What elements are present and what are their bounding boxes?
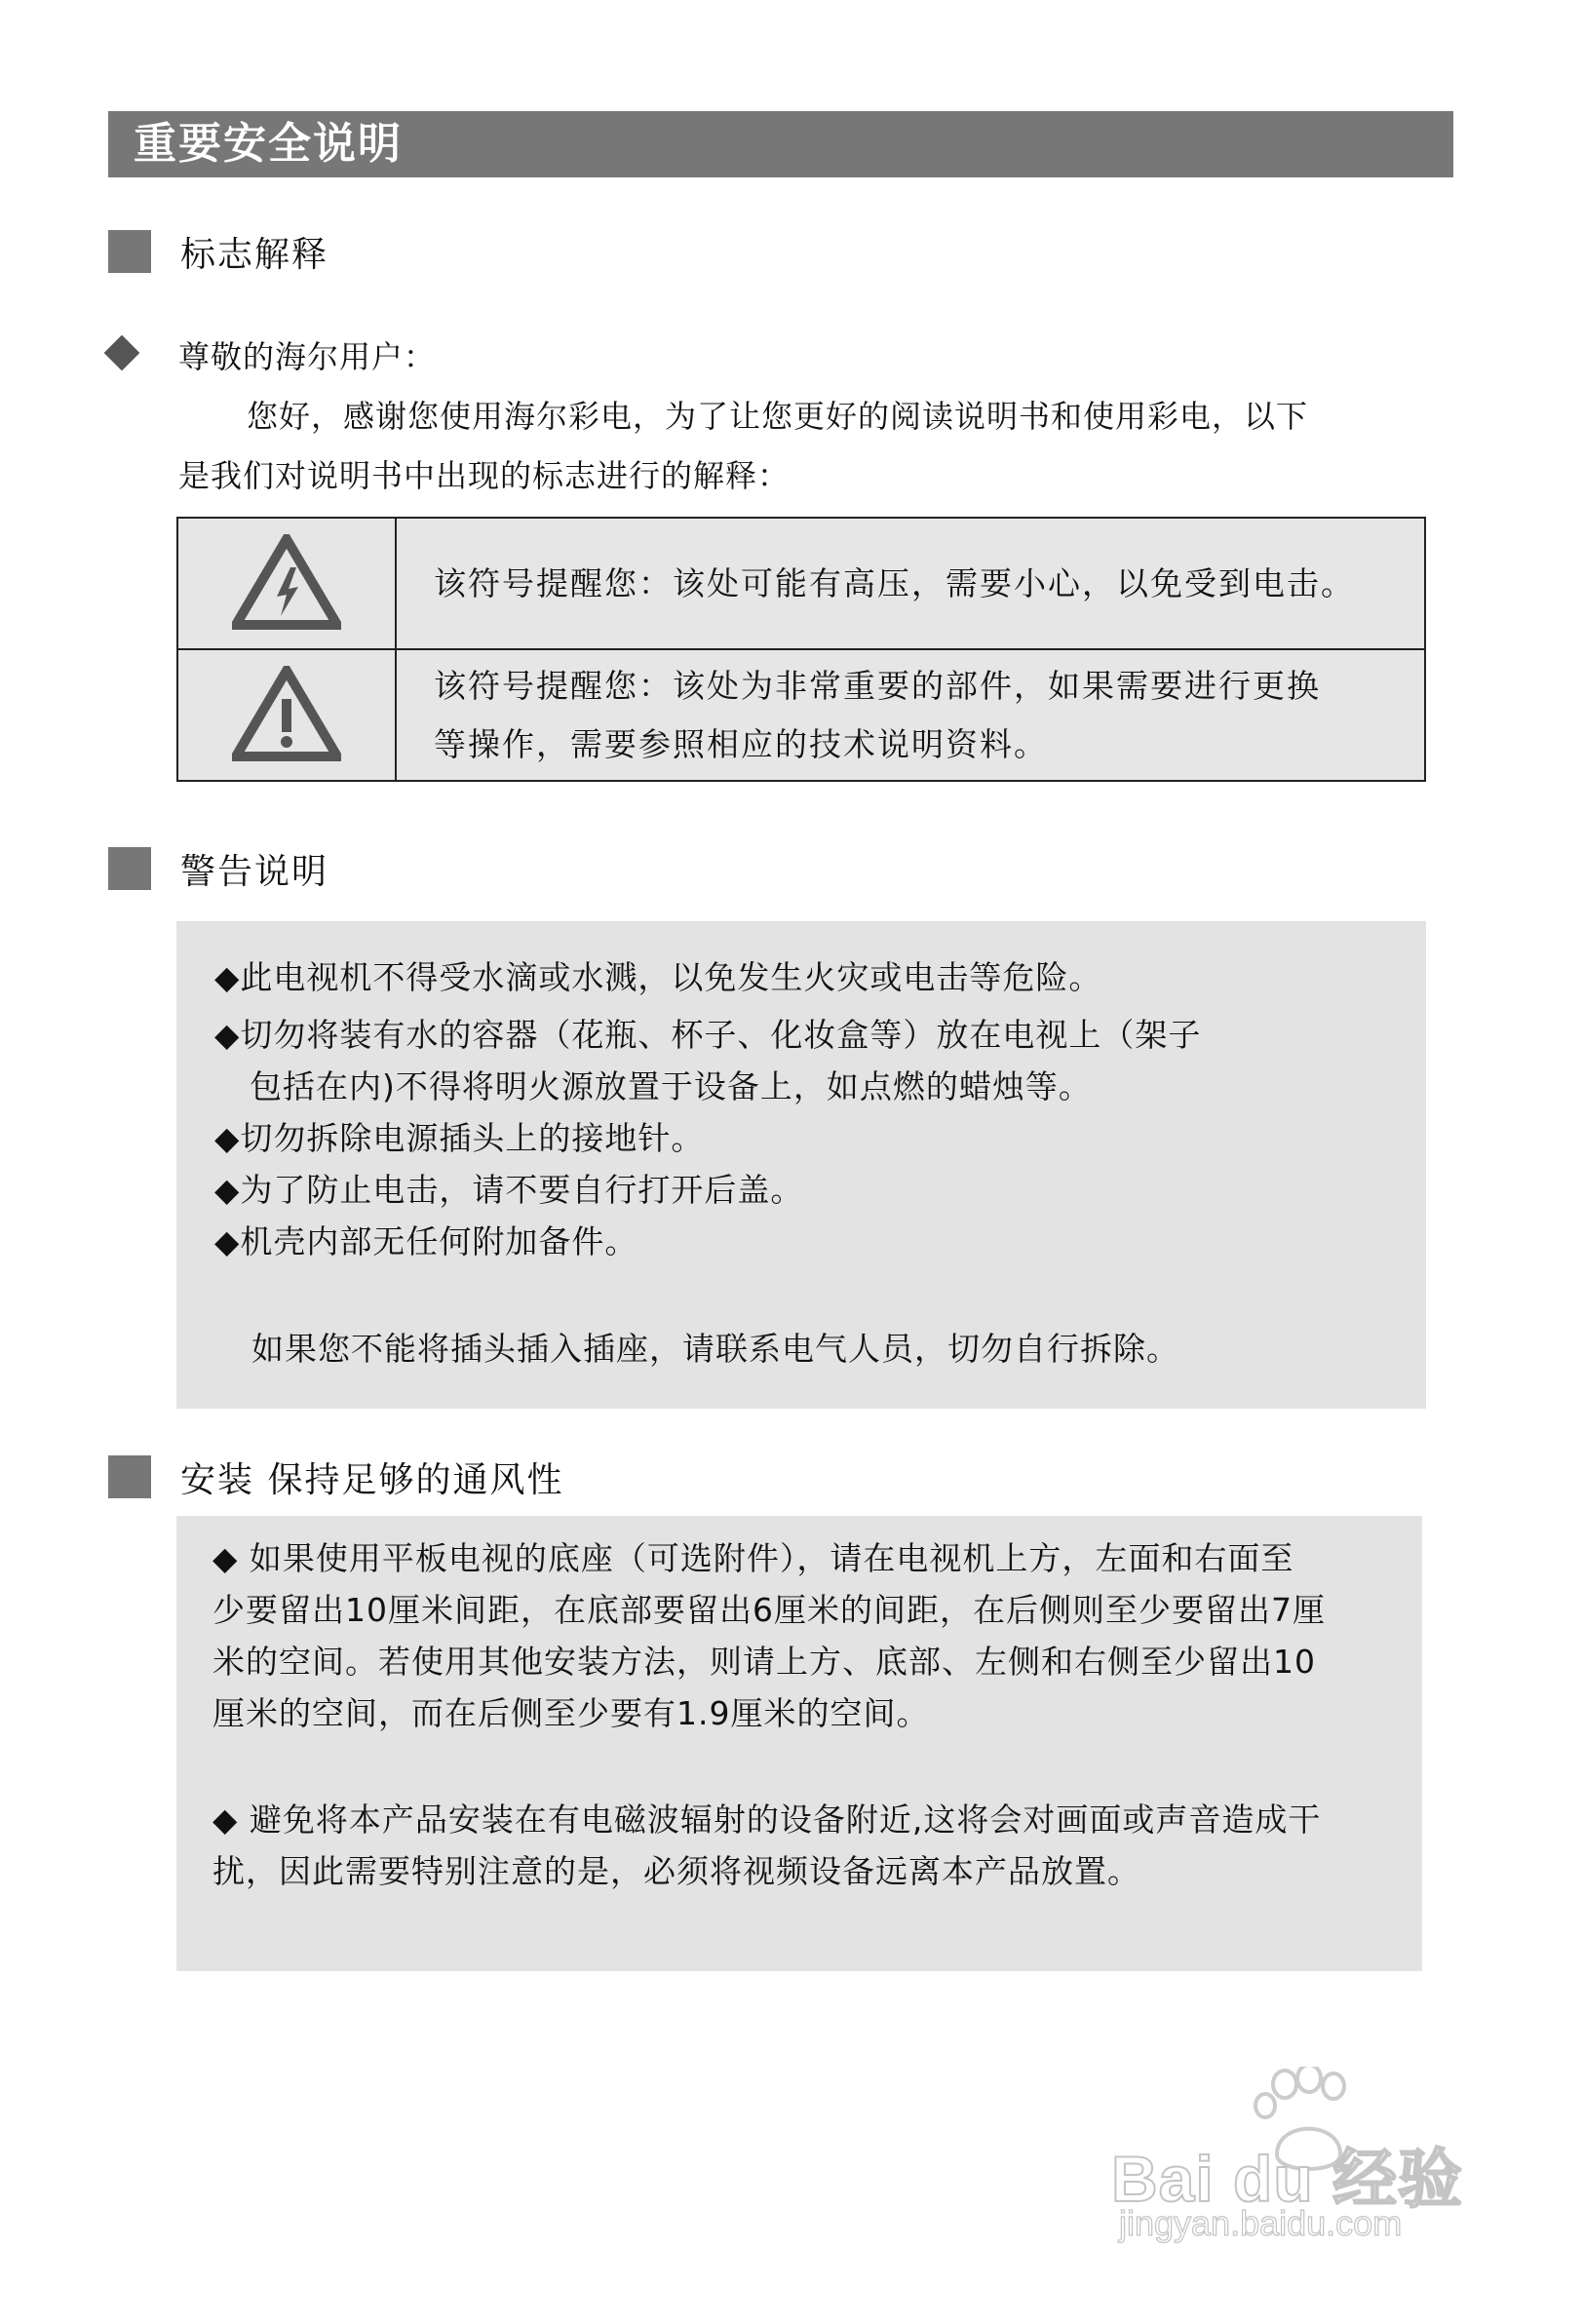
watermark-url: jingyan.baidu.com bbox=[1119, 2203, 1403, 2243]
warning-item: ◆切勿将装有水的容器（花瓶、杯子、化妆盒等）放在电视上（架子 bbox=[214, 1016, 1202, 1054]
greeting: 尊敬的海尔用户： bbox=[178, 338, 437, 375]
symbol-description-line: 等操作，需要参照相应的技术说明资料。 bbox=[434, 724, 1048, 763]
warning-item: ◆为了防止电击，请不要自行打开后盖。 bbox=[214, 1171, 804, 1209]
high-voltage-warning-icon bbox=[232, 534, 341, 630]
symbol-description-line: 该符号提醒您：该处可能有高压，需要小心，以免受到电击。 bbox=[434, 563, 1355, 602]
watermark-logo-text: Bai du 经验 bbox=[1111, 2143, 1464, 2215]
page-title: 重要安全说明 bbox=[108, 111, 1453, 177]
section-heading-text: 警告说明 bbox=[180, 851, 329, 892]
section-marker bbox=[108, 230, 151, 273]
warning-item: ◆此电视机不得受水滴或水溅，以免发生火灾或电击等危险。 bbox=[214, 958, 1102, 996]
install-text-line: ◆ 如果使用平板电视的底座（可选附件），请在电视机上方，左面和右面至 bbox=[212, 1539, 1294, 1577]
caution-exclamation-icon bbox=[232, 666, 341, 761]
install-text-line: 米的空间。若使用其他安装方法，则请上方、底部、左侧和右侧至少留出10 bbox=[212, 1643, 1316, 1681]
symbol-row bbox=[177, 518, 1425, 649]
install-text-line: 厘米的空间，而在后侧至少要有1.9厘米的空间。 bbox=[212, 1694, 930, 1732]
section-heading-text: 安装 保持足够的通风性 bbox=[180, 1459, 564, 1500]
install-text-line: 少要留出10厘米间距，在底部要留出6厘米的间距，在后侧则至少要留出7厘 bbox=[212, 1591, 1326, 1629]
baidu-jingyan-watermark bbox=[1111, 2067, 1501, 2252]
symbol-description-line: 该符号提醒您：该处为非常重要的部件，如果需要进行更换 bbox=[434, 666, 1321, 705]
warning-item: 包括在内)不得将明火源放置于设备上，如点燃的蜡烛等。 bbox=[250, 1067, 1092, 1105]
section-marker bbox=[108, 847, 151, 890]
warning-note: 如果您不能将插头插入插座，请联系电气人员，切勿自行拆除。 bbox=[251, 1330, 1179, 1368]
symbol-icon-cell bbox=[177, 518, 396, 649]
diamond-bullet-icon bbox=[104, 335, 140, 371]
section-heading-warnings bbox=[108, 846, 328, 891]
symbol-description bbox=[396, 649, 1425, 781]
install-text-line: 扰，因此需要特别注意的是，必须将视频设备远离本产品放置。 bbox=[212, 1852, 1140, 1890]
intro-line-2: 是我们对说明书中出现的标志进行的解释： bbox=[178, 457, 791, 494]
symbol-description bbox=[396, 518, 1425, 649]
symbol-icon-cell bbox=[177, 649, 396, 781]
section-heading-install bbox=[108, 1454, 563, 1499]
intro-line-1: 您好，感谢您使用海尔彩电，为了让您更好的阅读说明书和使用彩电，以下 bbox=[247, 398, 1309, 435]
symbol-table bbox=[176, 517, 1426, 782]
install-text-line: ◆ 避免将本产品安装在有电磁波辐射的设备附近,这将会对画面或声音造成干 bbox=[212, 1801, 1322, 1839]
symbol-row bbox=[177, 649, 1425, 781]
warning-item: ◆机壳内部无任何附加备件。 bbox=[214, 1222, 638, 1260]
section-marker bbox=[108, 1455, 151, 1498]
warning-item: ◆切勿拆除电源插头上的接地针。 bbox=[214, 1119, 705, 1157]
section-heading-symbols bbox=[108, 229, 328, 274]
section-heading-text: 标志解释 bbox=[180, 234, 329, 275]
